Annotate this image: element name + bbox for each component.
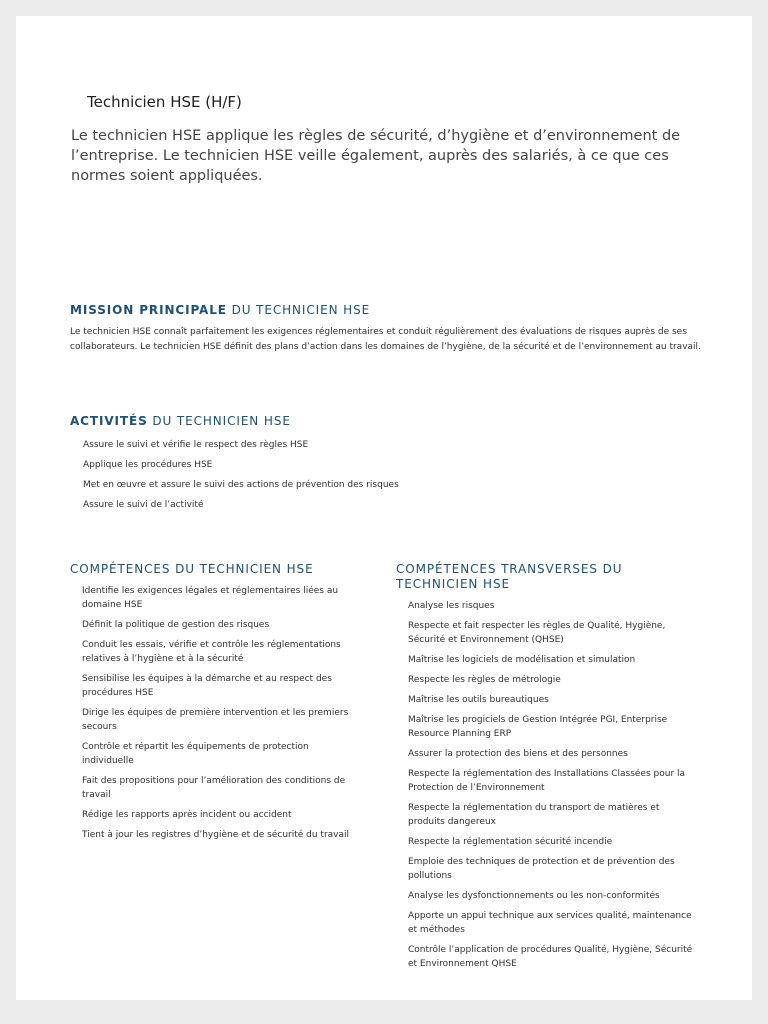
job-title: Technicien HSE (H/F) — [87, 93, 242, 111]
mission-text: Le technicien HSE connaît parfaitement les exigences réglementaires et conduit régulièrement des évaluations de risques auprès de ses collaborateurs. Le technicien HSE définit des plans d’action dans les domaines de l’hygiène, de la sécurité et de l’environnement au travail. — [70, 327, 701, 352]
document-page — [16, 16, 752, 1000]
competences-list — [82, 584, 357, 848]
list-item: Applique les procédures HSE — [83, 460, 213, 470]
list-item: Respecte la réglementation sécurité incendie — [408, 837, 613, 847]
list-item: Apporte un appui technique aux services qualité, maintenance et méthodes — [408, 911, 692, 935]
list-item: Assurer la protection des biens et des personnes — [408, 749, 628, 759]
list-item: Maîtrise les logiciels de modélisation et simulation — [408, 655, 636, 665]
list-item: Assure le suivi et vérifie le respect des règles HSE — [83, 440, 309, 450]
activities-heading — [70, 414, 291, 428]
list-item: Assure le suivi de l’activité — [83, 500, 204, 510]
list-item: Contrôle et répartit les équipements de protection individuelle — [82, 742, 309, 766]
mission-heading-strong: MISSION PRINCIPALE — [70, 303, 227, 317]
activities-heading-strong: ACTIVITÉS — [70, 414, 148, 428]
list-item: Contrôle l’application de procédures Qualité, Hygiène, Sécurité et Environnement QHSE — [408, 945, 693, 969]
list-item: Analyse les dysfonctionnements ou les non-conformités — [408, 891, 660, 901]
list-item: Fait des propositions pour l’amélioration des conditions de travail — [82, 776, 346, 800]
competences-heading: COMPÉTENCES DU TECHNICIEN HSE — [70, 562, 314, 576]
list-item: Respecte la réglementation du transport de matières et produits dangereux — [408, 803, 660, 827]
list-item: Sensibilise les équipes à la démarche et au respect des procédures HSE — [82, 674, 332, 698]
list-item: Dirige les équipes de première intervention et les premiers secours — [82, 708, 349, 732]
list-item: Identifie les exigences légales et réglementaires liées au domaine HSE — [82, 586, 339, 610]
list-item: Respecte et fait respecter les règles de Qualité, Hygiène, Sécurité et Environnement (QHSE) — [408, 621, 666, 645]
list-item: Conduit les essais, vérifie et contrôle les réglementations relatives à l’hygiène et à la sécurité — [82, 640, 341, 664]
activities-list — [83, 438, 643, 518]
intro-paragraph: Le technicien HSE applique les règles de sécurité, d’hygiène et d’environnement de l’entreprise. Le technicien HSE veille également, auprès des salariés, à ce que ces normes soient appliquées. — [71, 128, 681, 184]
list-item: Maîtrise les outils bureautiques — [408, 695, 549, 705]
transverses-heading: COMPÉTENCES TRANSVERSES DU TECHNICIEN HSE — [396, 562, 623, 591]
list-item: Rédige les rapports après incident ou accident — [82, 810, 292, 820]
list-item: Définit la politique de gestion des risques — [82, 620, 270, 630]
list-item: Tient à jour les registres d’hygiène et de sécurité du travail — [82, 830, 350, 840]
mission-heading — [70, 303, 370, 317]
list-item: Emploie des techniques de protection et de prévention des pollutions — [408, 857, 675, 881]
list-item: Met en œuvre et assure le suivi des actions de prévention des risques — [83, 480, 399, 490]
activities-heading-rest: DU TECHNICIEN HSE — [147, 414, 291, 428]
list-item: Analyse les risques — [408, 601, 495, 611]
list-item: Respecte les règles de métrologie — [408, 675, 561, 685]
mission-heading-rest: DU TECHNICIEN HSE — [226, 303, 371, 317]
list-item: Respecte la réglementation des Installations Classées pour la Protection de l’Environnement — [408, 769, 686, 793]
list-item: Maîtrise les progiciels de Gestion Intégrée PGI, Enterprise Resource Planning ERP — [408, 715, 668, 739]
transverses-list — [408, 599, 698, 977]
